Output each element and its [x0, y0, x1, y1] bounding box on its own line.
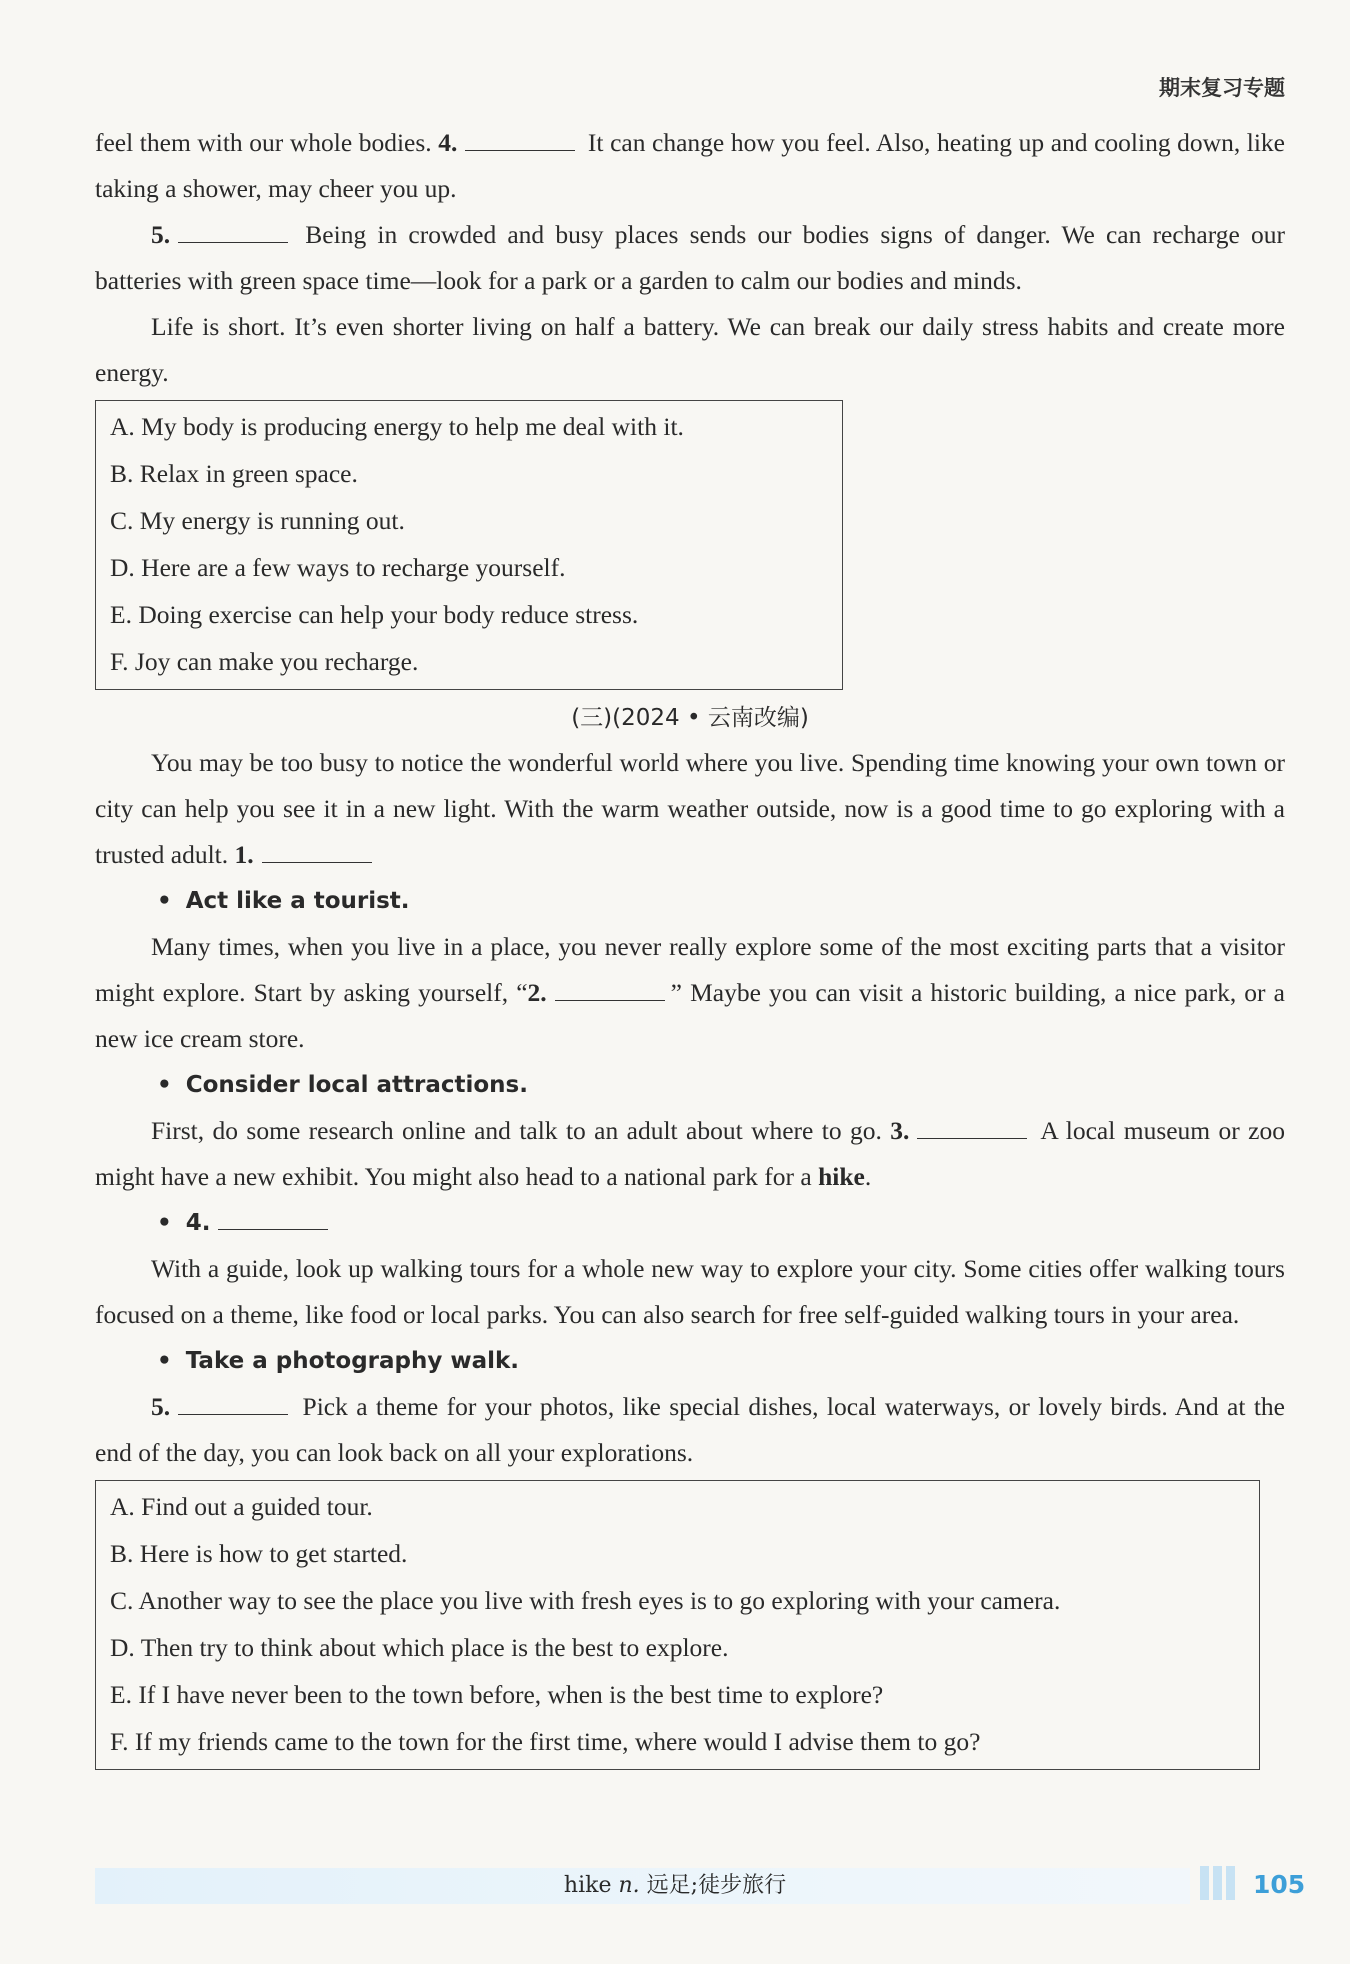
option-c: C. Another way to see the place you live with fresh eyes is to go exploring with your camera. [110, 1586, 1061, 1615]
blank-number: 5. [151, 1392, 171, 1421]
blank-number: 1. [234, 840, 254, 869]
options-box-1 [95, 400, 843, 690]
text: A local museum or zoo might have a new exhibit. You might also head to a national park for a [95, 1116, 1285, 1191]
paragraph-5 [95, 1384, 1285, 1476]
option-c: C. My energy is running out. [110, 506, 405, 535]
bullet-dot: • [157, 1072, 172, 1098]
footer-part-of-speech: n. [618, 1873, 640, 1898]
option-a: A. Find out a guided tour. [110, 1492, 373, 1521]
option-d: D. Here are a few ways to recharge yourself. [110, 553, 566, 582]
bullet-text: Consider local attractions. [185, 1072, 528, 1098]
text: Many times, when you live in a place, you never really explore some of the most exciting parts that a visitor might explore. Start by asking yourself, “ [95, 932, 1285, 1007]
answer-blank [917, 1114, 1027, 1139]
text: You may be too busy to notice the wonderful world where you live. Spending time knowing your own town or city can help you see it in a new light. With the warm weather outside, now is a good time to go exploring with a trusted adult. [95, 748, 1285, 869]
footer-vocab-note [0, 1868, 1350, 1904]
answer-blank [178, 1390, 288, 1415]
paragraph-4: With a guide, look up walking tours for a whole new way to explore your city. Some cities offer walking tours focused on a theme, like food or local parks. You can also search for free self-guided walking tours in your area. [95, 1254, 1285, 1329]
options-box-2 [95, 1480, 1260, 1770]
bullet-heading-3 [95, 1200, 1285, 1246]
text: feel them with our whole bodies. [95, 128, 439, 157]
blank-number: 4. [438, 128, 458, 157]
blank-number: 3. [890, 1116, 910, 1145]
option-f: F. If my friends came to the town for the first time, where would I advise them to go? [110, 1727, 981, 1756]
option-d: D. Then try to think about which place is the best to explore. [110, 1633, 729, 1662]
answer-blank [465, 126, 575, 151]
section-title: (三)(2024 • 云南改编) [571, 705, 809, 731]
answer-blank [218, 1205, 328, 1230]
paragraph-2 [95, 924, 1285, 1062]
vocab-word: hike [818, 1162, 865, 1191]
paragraph-3 [95, 1108, 1285, 1200]
text: . [864, 1162, 872, 1191]
page-header-title: 期末复习专题 [1159, 76, 1285, 100]
bullet-text: Act like a tourist. [185, 888, 410, 914]
page-number-decoration [1200, 1866, 1239, 1905]
answer-blank [555, 976, 665, 1001]
answer-blank [262, 838, 372, 863]
text: Pick a theme for your photos, like special dishes, local waterways, or lovely birds. And at the end of the day, you can look back on all your explorations. [95, 1392, 1285, 1467]
content [95, 120, 1285, 1776]
text: First, do some research online and talk to an adult about where to go. [151, 1116, 891, 1145]
paragraph-1 [95, 740, 1285, 878]
text: Being in crowded and busy places sends our bodies signs of danger. We can recharge our batteries with green space time—look for a park or a garden to calm our bodies and minds. [95, 220, 1285, 295]
bullet-heading-1 [95, 878, 1285, 924]
footer-word: hike [563, 1873, 612, 1898]
paragraph-top-2 [95, 212, 1285, 304]
option-a: A. My body is producing energy to help me deal with it. [110, 412, 684, 441]
option-e: E. Doing exercise can help your body reduce stress. [110, 600, 639, 629]
option-f: F. Joy can make you recharge. [110, 647, 419, 676]
option-e: E. If I have never been to the town before, when is the best time to explore? [110, 1680, 884, 1709]
text: ” Maybe you can visit a historic building, a nice park, or a new ice cream store. [95, 978, 1285, 1053]
bullet-text: Take a photography walk. [185, 1348, 520, 1374]
bullet-dot: • [157, 888, 172, 914]
bullet-heading-2 [95, 1062, 1285, 1108]
footer-meaning: 远足;徒步旅行 [646, 1873, 787, 1898]
option-b: B. Relax in green space. [110, 459, 358, 488]
paragraph-top-1 [95, 120, 1285, 212]
bullet-dot: • [157, 1210, 172, 1236]
bullet-dot: • [157, 1348, 172, 1374]
bullet-heading-4 [95, 1338, 1285, 1384]
text: It can change how you feel. Also, heating up and cooling down, like taking a shower, may cheer you up. [95, 128, 1286, 203]
paragraph-top-3: Life is short. It’s even shorter living on half a battery. We can break our daily stress habits and create more energy. [95, 312, 1285, 387]
page-number: 105 [1253, 1870, 1306, 1899]
option-b: B. Here is how to get started. [110, 1539, 408, 1568]
blank-number: 5. [151, 220, 171, 249]
answer-blank [178, 218, 288, 243]
blank-number: 2. [527, 978, 547, 1007]
blank-number: 4. [185, 1210, 211, 1236]
